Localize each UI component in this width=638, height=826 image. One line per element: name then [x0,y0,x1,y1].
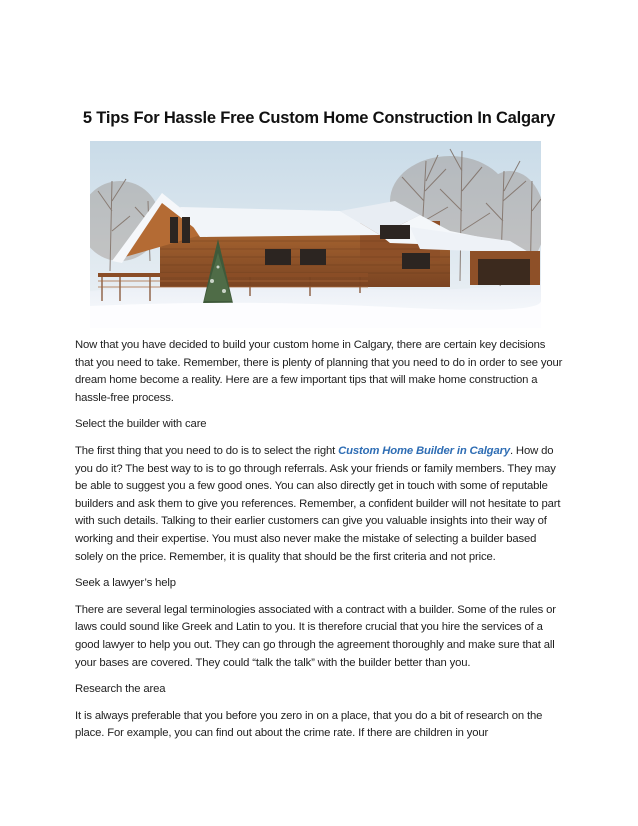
heading-lawyer-help: Seek a lawyer’s help [75,577,176,590]
intro-paragraph: Now that you have decided to build your custom home in Calgary, there are certain key decisions that you need to take. Remember, there is plenty of planning that you need to do in order to see your dream home become a reality. Here are a few important tips that will make home construction a hassle-free process. [75,339,563,404]
document-title: 5 Tips For Hassle Free Custom Home Construction In Calgary [82,109,556,127]
heading-research-area: Research the area [75,683,166,696]
document-body [75,337,563,752]
builder-paragraph-end: . How do you do it? The best way to is to go through referrals. Ask your friends or family members. They may be able to suggest you a few good ones. You can also directly get in touch with some of reputable builders and ask them to give you references. Remember, a confident builder will not hesitate to part with such details. Talking to their earlier customers can give you valuable insights into their way of working and their expertise. You must also never make the mistake of selecting a builder based solely on the price. Remember, it is quality that should be the first criteria and not price. [75,444,561,563]
custom-home-builder-link[interactable]: Custom Home Builder in Calgary [338,444,510,457]
builder-paragraph-start: The first thing that you need to do is to select the right [75,444,339,457]
log-house-photo [90,141,541,328]
research-paragraph: It is always preferable that you before you zero in on a place, that you do a bit of research on the place. For example, you can find out about the crime rate. If there are children in your [75,709,543,740]
lawyer-paragraph: There are several legal terminologies associated with a contract with a builder. Some of the rules or laws could sound like Greek and Latin to you. It is therefore crucial that you hire the services of a good lawyer to help you out. They can go through the agreement thoroughly and make sure that all your bases are covered. They could “talk the talk” with the builder better than you. [75,603,556,669]
heading-select-builder: Select the builder with care [75,418,207,431]
builder-paragraph [75,443,563,566]
